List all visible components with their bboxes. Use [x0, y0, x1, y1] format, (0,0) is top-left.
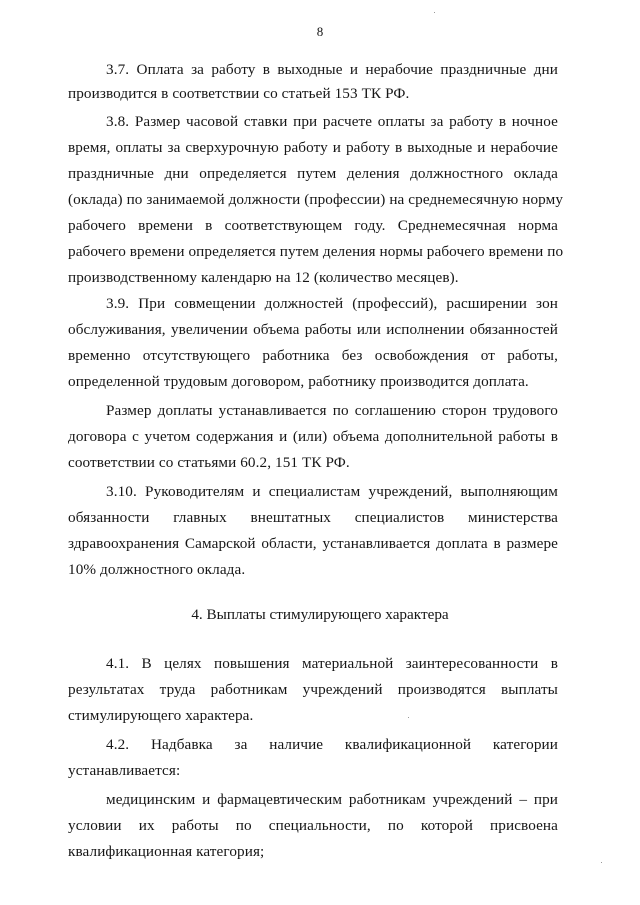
paragraph-3-8-line: время, оплаты за сверхурочную работу и работу в выходные и нерабочие	[68, 139, 558, 156]
paragraph-3-8-line: рабочего времени определяется путем деления нормы рабочего времени по	[68, 243, 564, 260]
paragraph-3-8-line: производственному календарю на 12 (количество месяцев).	[68, 269, 459, 286]
paragraph-4-2-line: 4.2. Надбавка за наличие квалификационной категории	[106, 736, 558, 753]
paragraph-3-9-line: определенной трудовым договором, работнику производится доплата.	[68, 373, 529, 390]
paragraph-3-9-line: 3.9. При совмещении должностей (профессий), расширении зон	[106, 295, 558, 312]
paragraph-4-1-line: стимулирующего характера.	[68, 707, 254, 724]
paragraph-3-8-line: рабочего времени в соответствующем году. Среднемесячная норма	[68, 217, 558, 234]
scan-speck	[434, 12, 435, 13]
paragraph-3-10-line: здравоохранения Самарской области, устанавливается доплата в размере	[68, 535, 558, 552]
paragraph-4-2a-line: медицинским и фармацевтическим работникам учреждений – при	[106, 791, 558, 808]
paragraph-4-2a-line: условии их работы по специальности, по которой присвоена	[68, 817, 558, 834]
page-number: 8	[316, 24, 324, 39]
paragraph-4-1-line: 4.1. В целях повышения материальной заинтересованности в	[106, 655, 558, 672]
scan-speck	[408, 717, 409, 718]
paragraph-3-8-line: (оклада) по занимаемой должности (профессии) на среднемесячную норму	[68, 191, 564, 208]
scan-speck	[601, 862, 602, 863]
paragraph-3-8-line: 3.8. Размер часовой ставки при расчете оплаты за работу в ночное	[106, 113, 558, 130]
paragraph-3-10-line: 10% должностного оклада.	[68, 561, 246, 578]
paragraph-4-2-line: устанавливается:	[68, 762, 181, 779]
paragraph-4-2a-line: квалификационная категория;	[68, 843, 265, 860]
paragraph-3-9b-line: Размер доплаты устанавливается по соглашению сторон трудового	[106, 402, 558, 419]
paragraph-3-9b-line: соответствии со статьями 60.2, 151 ТК РФ.	[68, 454, 350, 471]
paragraph-3-10-line: обязанности главных внештатных специалистов министерства	[68, 509, 558, 526]
section-heading: 4. Выплаты стимулирующего характера	[191, 606, 449, 623]
paragraph-4-1-line: результатах труда работникам учреждений производятся выплаты	[68, 681, 558, 698]
paragraph-3-9-line: временно отсутствующего работника без освобождения от работы,	[68, 347, 558, 364]
paragraph-3-7-line: производится в соответствии со статьей 153 ТК РФ.	[68, 85, 410, 102]
paragraph-3-9b-line: договора с учетом содержания и (или) объема дополнительной работы в	[68, 428, 558, 445]
paragraph-3-8-line: праздничные дни определяется путем деления должностного оклада	[68, 165, 558, 182]
paragraph-3-7-line: 3.7. Оплата за работу в выходные и нерабочие праздничные дни	[106, 61, 558, 78]
paragraph-3-9-line: обслуживания, увеличении объема работы или исполнении обязанностей	[68, 321, 558, 338]
paragraph-3-10-line: 3.10. Руководителям и специалистам учреждений, выполняющим	[106, 483, 558, 500]
